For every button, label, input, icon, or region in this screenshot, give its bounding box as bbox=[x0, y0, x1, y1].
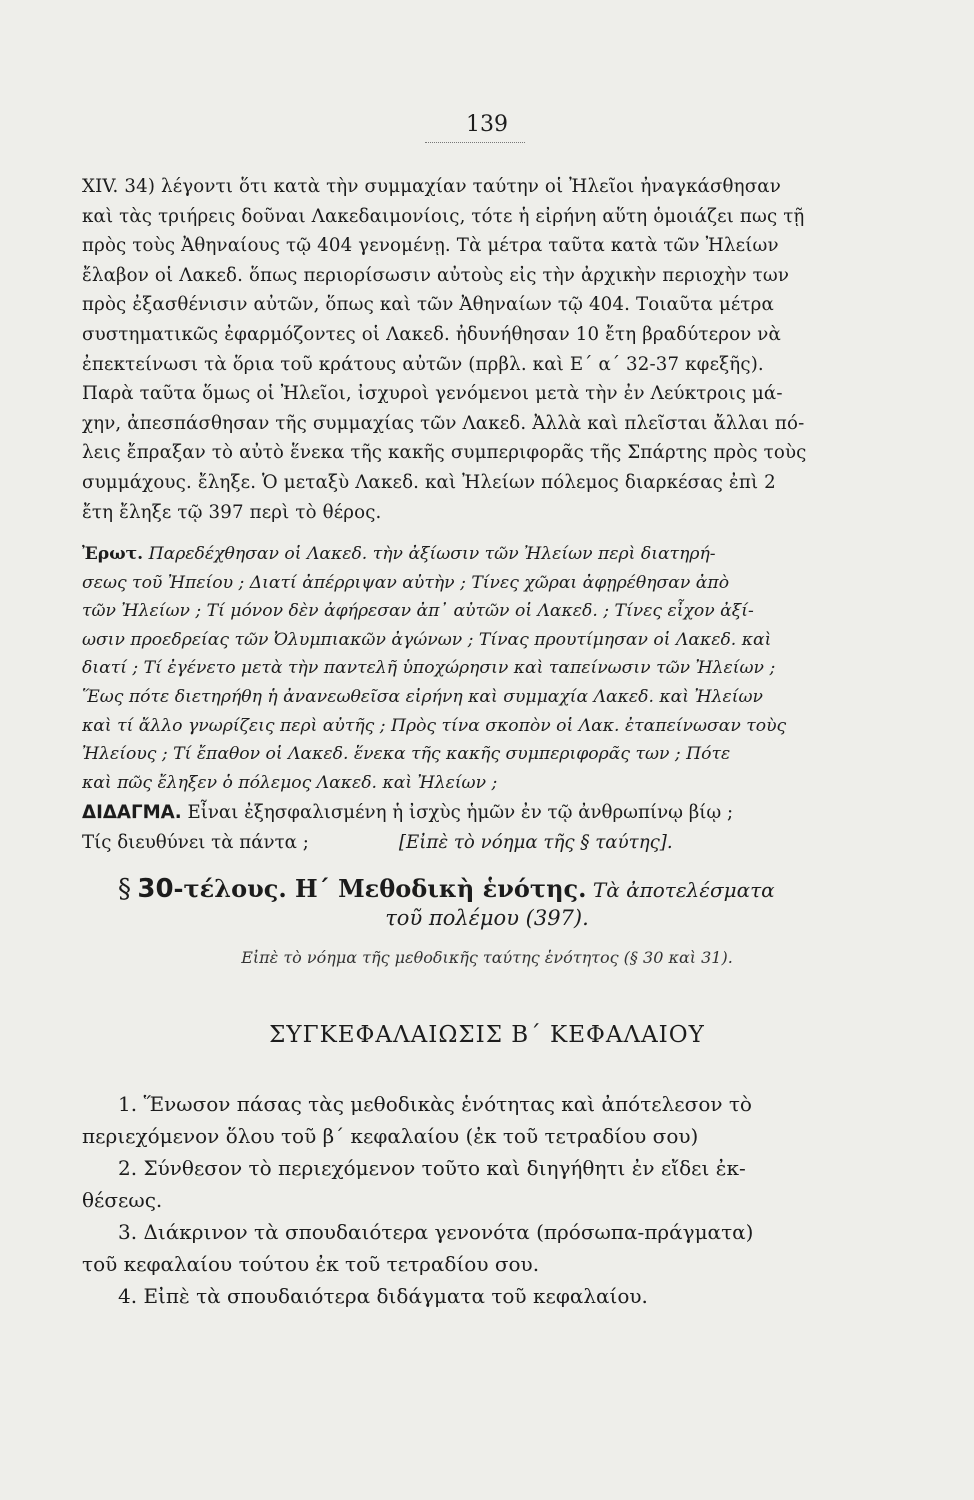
paragraph-line: συστηματικῶς ἐφαρμόζοντες οἱ Λακεδ. ἠδυνήθησαν 10 ἔτη βραδύτερον νὰ bbox=[82, 323, 781, 345]
questions-lead: Ἐρωτ. bbox=[82, 544, 144, 564]
summary-line: τοῦ κεφαλαίου τούτου ἐκ τοῦ τετραδίου σου. bbox=[82, 1252, 540, 1276]
paragraph-line: χην, ἀπεσπάσθησαν τῆς συμμαχίας τῶν Λακεδ. Ἀλλὰ καὶ πλεῖσται ἄλλαι πό- bbox=[82, 412, 805, 434]
paragraph-line: πρὸς τοὺς Ἀθηναίους τῷ 404 γενομένῃ. Τὰ μέτρα ταῦτα κατὰ τῶν Ἠλείων bbox=[82, 235, 779, 257]
question-line: καὶ πῶς ἔληξεν ὁ πόλεμος Λακεδ. καὶ Ἠλείων ; bbox=[82, 772, 498, 793]
summary-list bbox=[82, 1088, 852, 1312]
section-heading bbox=[118, 872, 878, 907]
didagma-lead: ΔΙΔΑΓΜΑ. bbox=[82, 802, 182, 823]
didagma-line: Τίς διευθύνει τὰ πάντα ; bbox=[82, 832, 309, 853]
section-number: 30 bbox=[137, 874, 174, 904]
question-line: Ἠλείους ; Τί ἔπαθον οἱ Λακεδ. ἕνεκα τῆς κακῆς συμπεριφορᾶς των ; Πότε bbox=[82, 744, 731, 765]
paragraph-line: συμμάχους. ἔληξε. Ὁ μεταξὺ Λακεδ. καὶ Ἠλείων πόλεμος διαρκέσας ἐπὶ 2 bbox=[82, 471, 776, 493]
paragraph-line: λεις ἔπραξαν τὸ αὐτὸ ἕνεκα τῆς κακῆς συμπεριφορᾶς τῆς Σπάρτης πρὸς τοὺς bbox=[82, 442, 807, 464]
section-subtitle: τοῦ πολέμου (397). bbox=[385, 906, 589, 930]
section-note: Εἰπὲ τὸ νόημα τῆς μεθοδικῆς ταύτης ἑνότητος (§ 30 καὶ 31). bbox=[241, 948, 733, 967]
summary-line: 2. Σύνθεσον τὸ περιεχόμενον τοῦτο καὶ διηγήθητι ἐν εἴδει ἐκ- bbox=[118, 1156, 746, 1180]
page-number: 139 bbox=[466, 112, 508, 137]
question-line: Παρεδέχθησαν οἱ Λακεδ. τὴν ἀξίωσιν τῶν Ἠλείων περὶ διατηρή- bbox=[148, 544, 716, 564]
page-number-rule bbox=[425, 142, 525, 143]
paragraph-line: ἔλαβον οἱ Λακεδ. ὅπως περιορίσωσιν αὐτοὺς εἰς τὴν ἀρχικὴν περιοχὴν των bbox=[82, 264, 790, 286]
paragraph-line: Παρὰ ταῦτα ὅμως οἱ Ἠλεῖοι, ἰσχυροὶ γενόμενοι μετὰ τὴν ἐν Λεύκτροις μά- bbox=[82, 383, 783, 405]
summary-line: περιεχόμενον ὅλου τοῦ β΄ κεφαλαίου (ἐκ τοῦ τετραδίου σου) bbox=[82, 1124, 699, 1148]
didagma-line: Εἶναι ἐξησφαλισμένη ἡ ἰσχὺς ἡμῶν ἐν τῷ ἀνθρωπίνῳ βίῳ ; bbox=[187, 802, 734, 823]
question-line: σεως τοῦ Ἠπείου ; Διατί ἀπέρριψαν αὐτὴν ; Τίνες χῶραι ἀφῃρέθησαν ἀπὸ bbox=[82, 572, 730, 593]
summary-line: 1. Ἕνωσον πάσας τὰς μεθοδικὰς ἑνότητας καὶ ἀπότελεσον τὸ bbox=[118, 1092, 752, 1116]
paragraph-line: πρὸς ἐξασθένισιν αὐτῶν, ὅπως καὶ τῶν Ἀθηναίων τῷ 404. Τοιαῦτα μέτρα bbox=[82, 294, 774, 316]
paragraph-line: καὶ τὰς τριήρεις δοῦναι Λακεδαιμονίοις, τότε ἡ εἰρήνη αὕτη ὁμοιάζει πως τῇ bbox=[82, 205, 805, 227]
question-line: ωσιν προεδρείας τῶν Ὀλυμπιακῶν ἀγώνων ; Τίνας προυτίμησαν οἱ Λακεδ. καὶ bbox=[82, 629, 772, 650]
paragraph-line: XIV. 34) λέγοντι ὅτι κατὰ τὴν συμμαχίαν ταύτην οἱ Ἠλεῖοι ἠναγκάσθησαν bbox=[82, 176, 781, 197]
didagma-block bbox=[82, 798, 852, 858]
didagma-note: [Εἰπὲ τὸ νόημα τῆς § ταύτης]. bbox=[398, 832, 673, 853]
summary-heading: ΣΥΓΚΕΦΑΛΑΙΩΣΙΣ Β΄ ΚΕΦΑΛΑΙΟΥ bbox=[269, 1022, 705, 1048]
summary-line: θέσεως. bbox=[82, 1188, 163, 1212]
summary-line: 3. Διάκρινον τὰ σπουδαιότερα γενονότα (πρόσωπα-πράγματα) bbox=[118, 1220, 754, 1244]
question-line: Ἕως πότε διετηρήθη ἡ ἀνανεωθεῖσα εἰρήνη καὶ συμμαχία Λακεδ. καὶ Ἠλείων bbox=[82, 686, 763, 707]
summary-line: 4. Εἰπὲ τὰ σπουδαιότερα διδάγματα τοῦ κεφαλαίου. bbox=[118, 1284, 648, 1308]
section-title: Τὰ ἀποτελέσματα bbox=[592, 878, 775, 902]
paragraph-line: ἐπεκτείνωσι τὰ ὅρια τοῦ κράτους αὐτῶν (πρβλ. καὶ Ε΄ α΄ 32-37 κφεξῆς). bbox=[82, 353, 764, 375]
main-paragraph bbox=[82, 172, 852, 527]
questions-block bbox=[82, 540, 852, 797]
paragraph-line: ἔτη ἔληξε τῷ 397 περὶ τὸ θέρος. bbox=[82, 501, 382, 523]
section-symbol: § bbox=[118, 874, 131, 904]
question-line: τῶν Ἠλείων ; Τί μόνον δὲν ἀφήρεσαν ἀπ᾽ αὐτῶν οἱ Λακεδ. ; Τίνες εἶχον ἀξί- bbox=[82, 601, 754, 622]
section-tail: -τέλους. Η΄ Μεθοδικὴ ἑνότης. bbox=[173, 874, 587, 903]
question-line: διατί ; Τί ἐγένετο μετὰ τὴν παντελῆ ὑποχώρησιν καὶ ταπείνωσιν τῶν Ἠλείων ; bbox=[82, 658, 776, 679]
question-line: καὶ τί ἄλλο γνωρίζεις περὶ αὐτῆς ; Πρὸς τίνα σκοπὸν οἱ Λακ. ἐταπείνωσαν τοὺς bbox=[82, 715, 787, 736]
